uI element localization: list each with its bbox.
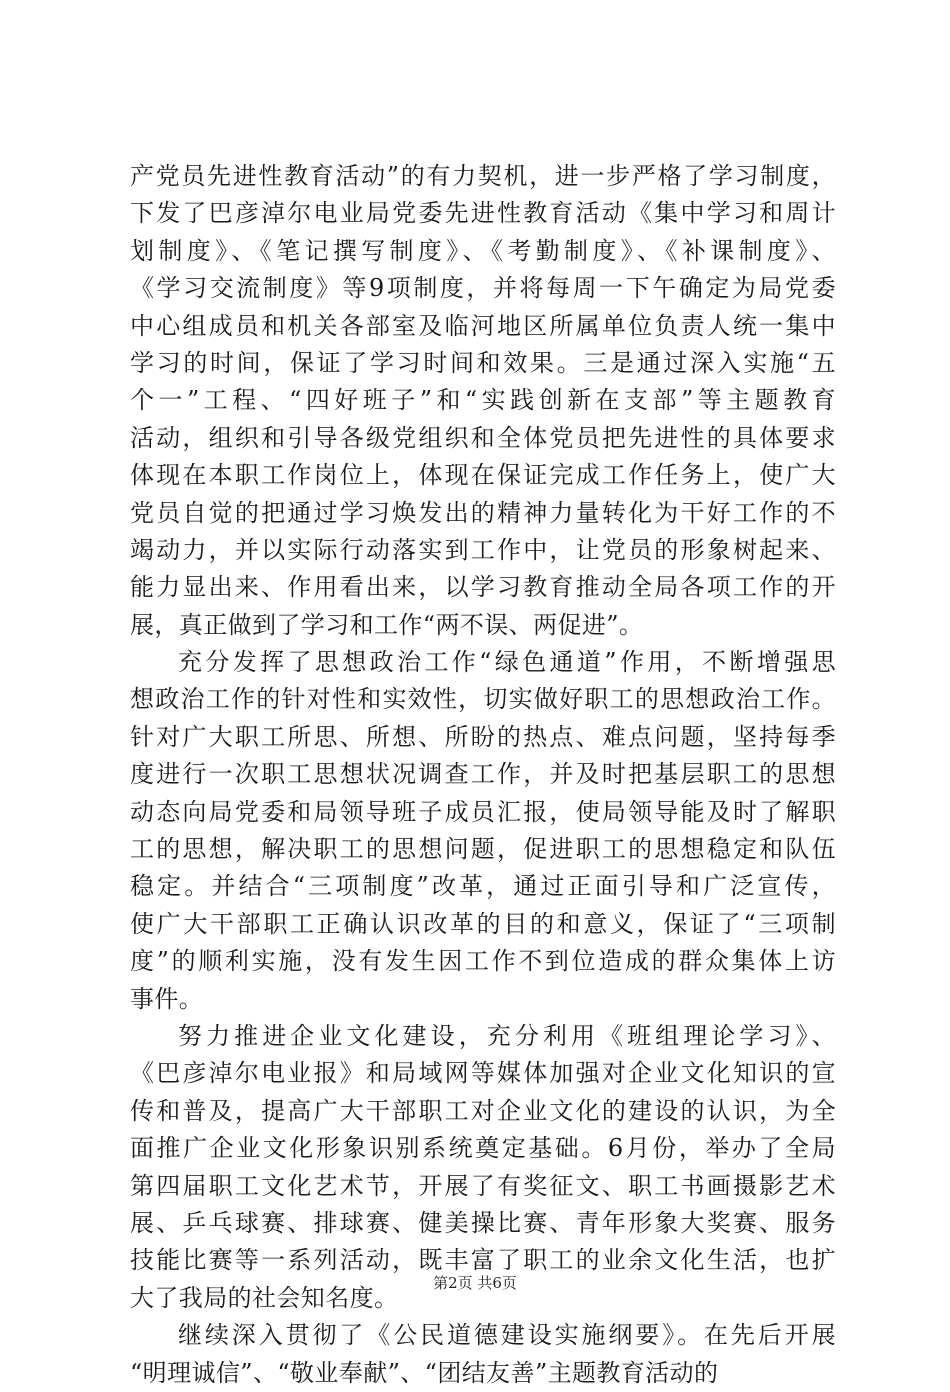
text-line: 度”的顺利实施，没有发生因工作不到位造成的群众集体上访 (130, 947, 836, 976)
text-line: 想政治工作的针对性和实效性，切实做好职工的思想政治工作。 (130, 685, 836, 714)
text-line: 大了我局的社会知名度。 (130, 1283, 399, 1312)
text-line: 面推广企业文化形象识别系统奠定基础。6月份，举办了全局 (130, 1134, 836, 1163)
page-footer: 第2页 共6页 (433, 1274, 517, 1292)
paragraph (130, 1317, 836, 1392)
paragraph (130, 158, 836, 644)
text-line: 展，真正做到了学习和工作“两不误、两促进”。 (130, 610, 644, 639)
text-line: 划制度》、《笔记撰写制度》、《考勤制度》、《补课制度》、 (130, 236, 836, 265)
text-line: 产党员先进性教育活动”的有力契机，进一步严格了学习制度， (130, 162, 836, 190)
text-line: 活动，组织和引导各级党组织和全体党员把先进性的具体要求 (130, 423, 836, 452)
text-line: 技能比赛等一系列活动，既丰富了职工的业余文化生活，也扩 (130, 1246, 836, 1275)
text-line: 针对广大职工所思、所想、所盼的热点、难点问题，坚持每季 (130, 722, 836, 751)
text-line: 努力推进企业文化建设，充分利用《班组理论学习》、 (178, 1021, 836, 1050)
text-line: 传和普及，提高广大干部职工对企业文化的建设的认识，为全 (130, 1096, 836, 1125)
text-line: 能力显出来、作用看出来，以学习教育推动全局各项工作的开 (130, 573, 836, 602)
text-line: 事件。 (130, 984, 204, 1013)
text-line: 个一”工程、“四好班子”和“实践创新在支部”等主题教育 (130, 386, 836, 415)
text-line: 使广大干部职工正确认识改革的目的和意义，保证了“三项制 (130, 909, 836, 938)
text-line: 第四届职工文化艺术节，开展了有奖征文、职工书画摄影艺术 (130, 1171, 836, 1200)
text-line: 中心组成员和机关各部室及临河地区所属单位负责人统一集中 (130, 311, 836, 340)
text-line: 学习的时间，保证了学习时间和效果。三是通过深入实施“五 (130, 348, 836, 377)
text-line: 继续深入贯彻了《公民道德建设实施纲要》。在先后开展 (178, 1321, 836, 1350)
text-line: 《学习交流制度》等9项制度，并将每周一下午确定为局党委 (130, 274, 836, 303)
text-line: 下发了巴彦淖尔电业局党委先进性教育活动《集中学习和周计 (130, 199, 836, 228)
text-line: 充分发挥了思想政治工作“绿色通道”作用，不断增强思 (178, 648, 836, 677)
text-line: 展、乒乓球赛、排球赛、健美操比赛、青年形象大奖赛、服务 (130, 1208, 836, 1237)
text-line: 党员自觉的把通过学习焕发出的精神力量转化为干好工作的不 (130, 498, 836, 527)
text-line: 《巴彦淖尔电业报》和局域网等媒体加强对企业文化知识的宣 (130, 1059, 836, 1088)
paragraph (130, 644, 836, 1018)
text-line: 动态向局党委和局领导班子成员汇报，使局领导能及时了解职 (130, 797, 836, 826)
text-line: 稳定。并结合“三项制度”改革，通过正面引导和广泛宣传， (130, 872, 836, 901)
text-line: “明理诚信”、“敬业奉献”、“团结友善”主题教育活动的 (130, 1358, 719, 1387)
text-line: 体现在本职工作岗位上，体现在保证完成工作任务上，使广大 (130, 461, 836, 490)
text-line: 竭动力，并以实际行动落实到工作中，让党员的形象树起来、 (130, 535, 836, 564)
text-line: 工的思想，解决职工的思想问题，促进职工的思想稳定和队伍 (130, 835, 836, 864)
document-body (130, 158, 836, 1392)
text-line: 度进行一次职工思想状况调查工作，并及时把基层职工的思想 (130, 760, 836, 789)
